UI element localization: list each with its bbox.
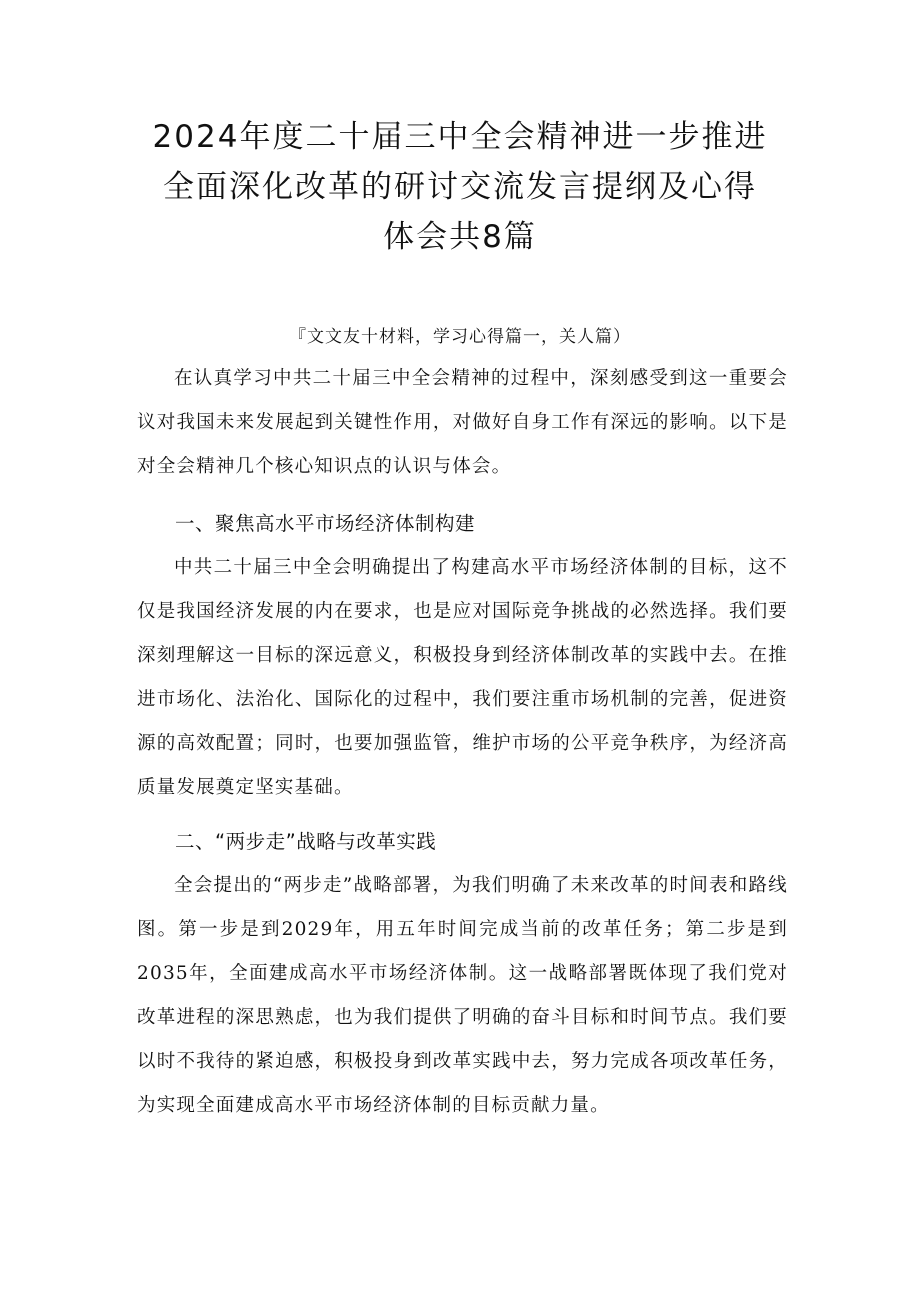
document-subtitle: 『文文友十材料，学习心得篇一，关人篇） [289,327,631,347]
section-body-1: 中共二十届三中全会明确提出了构建高水平市场经济体制的目标，这不仅是我国经济发展的内在要求，也是应对国际竞争挑战的必然选择。我们要深刻理解这一目标的深远意义，积极投身到经济体制改革的实践中去。在推进市场化、法治化、国际化的过程中，我们要注重市场机制的完善，促进资源的高效配置；同时，也要加强监管，维护市场的公平竞争秩序，为经济高质量发展奠定坚实基础。 [137,557,788,798]
document-title [120,112,800,262]
section-heading-2: 二、“两步走”战略与改革实践 [175,830,437,853]
title-line-3: 体会共8篇 [383,219,537,255]
intro-paragraph: 在认真学习中共二十届三中全会精神的过程中，深刻感受到这一重要会议对我国未来发展起到关键性作用，对做好自身工作有深远的影响。以下是对全会精神几个核心知识点的认识与体会。 [137,368,788,477]
title-line-2: 全面深化改革的研讨交流发言提纲及心得 [163,169,757,205]
section-heading-1: 一、聚焦高水平市场经济体制构建 [175,512,476,535]
title-line-1: 2024年度二十届三中全会精神进一步推进 [152,119,768,155]
section-body-2: 全会提出的“两步走”战略部署，为我们明确了未来改革的时间表和路线图。第一步是到2029年，用五年时间完成当前的改革任务；第二步是到2035年，全面建成高水平市场经济体制。这一战略部署既体现了我们党对改革进程的深思熟虑，也为我们提供了明确的奋斗目标和时间节点。我们要以时不我待的紧迫感，积极投身到改革实践中去，努力完成各项改革任务，为实现全面建成高水平市场经济体制的目标贡献力量。 [137,875,788,1116]
